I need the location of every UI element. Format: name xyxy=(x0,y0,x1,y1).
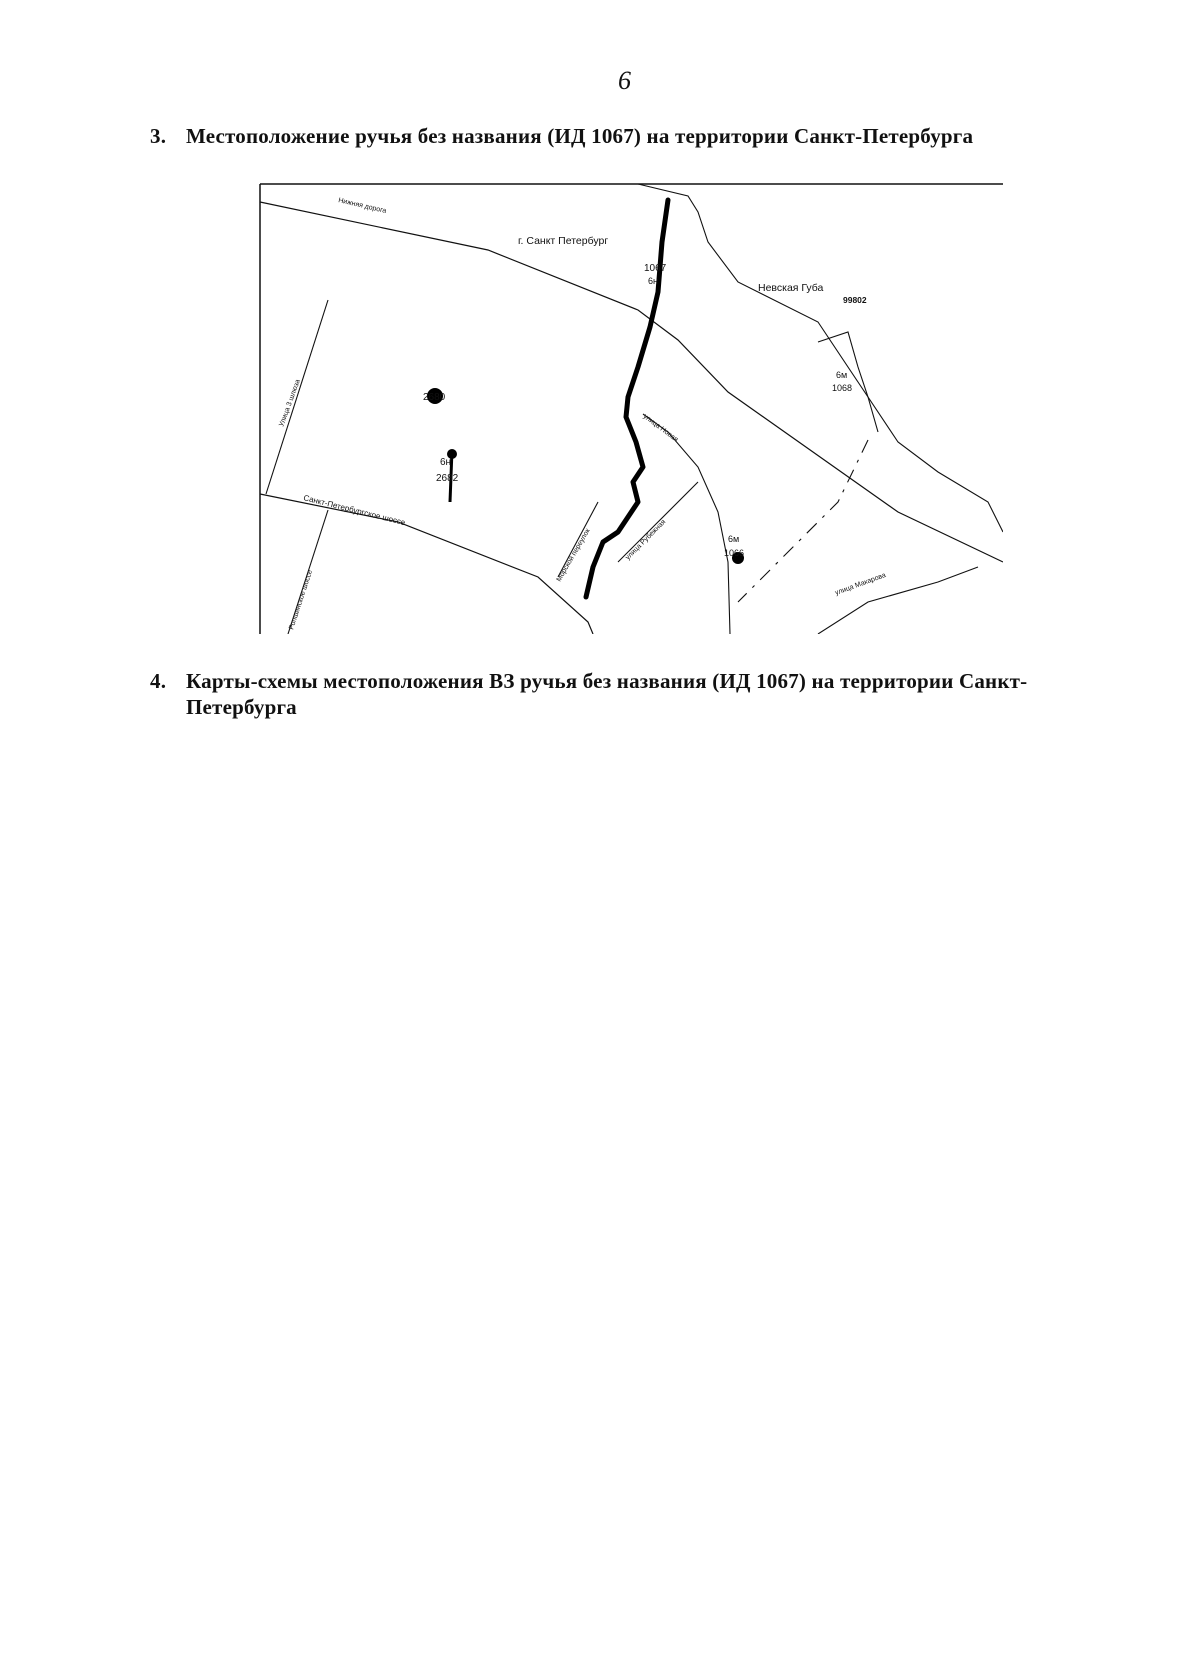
map-label-top-road: Нижняя дорога xyxy=(337,197,387,215)
stream-1067 xyxy=(586,200,668,597)
map-label-1066-id: 1066 xyxy=(724,548,745,558)
map-label-1068-sub: 6м xyxy=(836,370,848,380)
map-label-stream-sub: 6н xyxy=(648,276,658,286)
map-label-street-lower: улица Рубежная xyxy=(624,518,668,562)
street-west-line xyxy=(266,300,328,494)
section-4-number: 4. xyxy=(150,669,167,693)
map-label-1066-sub: 6м xyxy=(728,534,740,544)
makarova-line xyxy=(818,567,978,634)
map-label-lane: Морской переулок xyxy=(555,527,592,583)
map-label-street-west: Улица 3 шлюза xyxy=(278,378,302,428)
map-label-2682-sub: 6н xyxy=(440,457,452,468)
map-label-2680: 2680 xyxy=(423,392,446,403)
map-label-street-mid: улица Новая xyxy=(641,413,680,444)
map-label-gulf: Невская Губа xyxy=(758,282,824,294)
section-4-title-line1: Карты-схемы местоположения ВЗ ручья без названия (ИД 1067) на территории Санкт- xyxy=(186,669,1028,693)
section-3-heading xyxy=(150,124,973,149)
map-label-gulf-id: 99802 xyxy=(843,295,867,305)
section-3-title: Местоположение ручья без названия (ИД 1067) на территории Санкт-Петербурга xyxy=(186,124,974,148)
page-number: 6 xyxy=(618,66,631,95)
map-label-makarova: улица Макарова xyxy=(834,572,887,597)
map-label-1068-id: 1068 xyxy=(832,383,853,393)
parcel-outline xyxy=(818,332,878,432)
section-4-title-line2: Петербурга xyxy=(186,695,297,719)
coastline-inner xyxy=(838,342,1003,482)
map-label-2682-id: 2682 xyxy=(436,473,459,484)
map-label-stream-id: 1067 xyxy=(644,263,667,274)
boundary-dashed xyxy=(738,440,868,602)
section-3-number: 3. xyxy=(150,124,167,148)
coastline xyxy=(638,184,1003,532)
map-label-city: г. Санкт Петербург xyxy=(518,235,609,247)
section-4-heading xyxy=(150,668,1150,720)
map-label-ropsha: Ропшинское шоссе xyxy=(288,569,315,631)
map-label-spb-highway: Санкт-Петербургское шоссе xyxy=(302,493,407,528)
spb-highway-line xyxy=(260,494,593,634)
location-map xyxy=(258,182,1003,634)
